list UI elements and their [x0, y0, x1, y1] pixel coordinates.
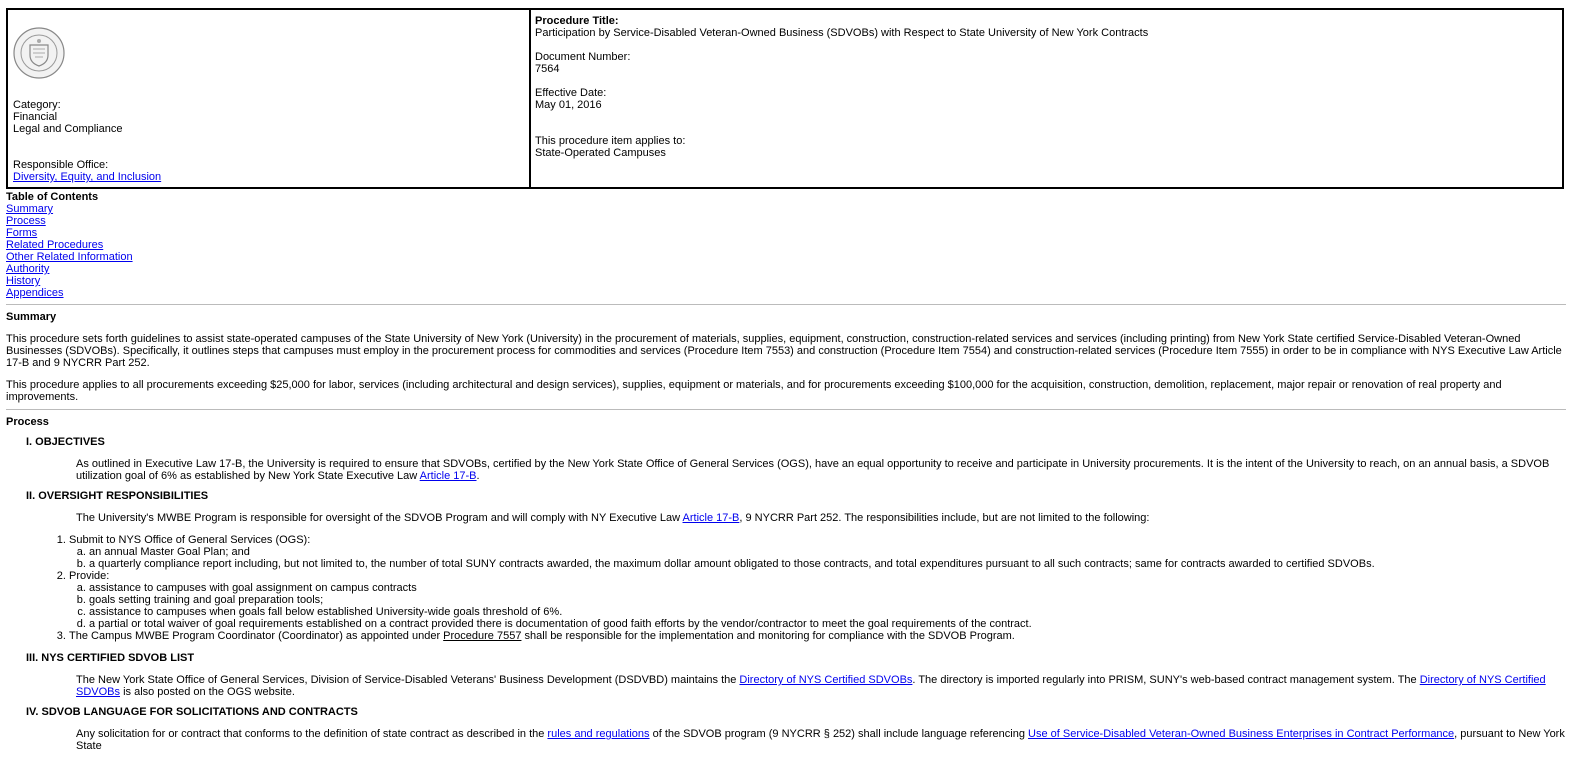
oversight-intro — [76, 512, 1566, 524]
objectives-end: . — [476, 470, 480, 482]
objectives-paragraph — [76, 458, 1566, 482]
sub-list-item: b. a quarterly compliance report including, but not limited to, the number of total SUNY contracts awarded, the maximum dollar amount obligated to those contracts, and total expenditures pursuant to all such contracts; same for contracts awarded to certified SDVOBs. — [89, 558, 1566, 570]
section-heading-sdvob-list: III. NYS CERTIFIED SDVOB LIST — [26, 652, 195, 664]
header-right-cell — [531, 10, 1562, 187]
list-item-text: Provide: — [69, 570, 110, 582]
toc-link-related-procedures[interactable]: Related Procedures — [6, 239, 104, 251]
list-item — [69, 570, 1566, 630]
sub-list-item: a. assistance to campuses with goal assignment on campus contracts — [89, 582, 1566, 594]
toc-link-appendices[interactable]: Appendices — [6, 287, 64, 299]
procedure-title: Participation by Service-Disabled Veteran-Owned Business (SDVOBs) with Respect to State University of New York Contracts — [535, 27, 1149, 39]
section-heading-oversight: II. OVERSIGHT RESPONSIBILITIES — [26, 490, 209, 502]
effective-date-label: Effective Date: — [535, 87, 607, 99]
summary-heading: Summary — [6, 311, 57, 323]
category-item: Financial — [13, 111, 58, 123]
procedure-title-label: Procedure Title: — [535, 15, 619, 27]
toc-link-process[interactable]: Process — [6, 215, 46, 227]
sdvob-language-text: , pursuant to New York State — [76, 728, 1565, 752]
sub-list-item: a. an annual Master Goal Plan; and — [89, 546, 1566, 558]
procedure-7557-link[interactable]: Procedure 7557 — [443, 630, 522, 642]
objectives-text: As outlined in Executive Law 17-B, the University is required to ensure that SDVOBs, certified by the New York State Office of General Services (OGS), have an equal opportunity to receive and participate in University procurements. It is the intent of the University to reach, on an annual basis, a SDVOB utilization goal of 6% as established by New York State Executive Law — [76, 458, 1550, 482]
oversight-intro-text: The University's MWBE Program is responsible for oversight of the SDVOB Program and will comply with NY Executive Law — [76, 512, 683, 524]
main-content — [6, 191, 1566, 758]
effective-date: May 01, 2016 — [535, 99, 602, 111]
list-item — [69, 534, 1566, 570]
toc-link-other-related-information[interactable]: Other Related Information — [6, 251, 133, 263]
section-heading-objectives: I. OBJECTIVES — [26, 436, 105, 448]
rules-regulations-link[interactable]: rules and regulations — [547, 728, 650, 740]
section-heading-sdvob-language: IV. SDVOB LANGUAGE FOR SOLICITATIONS AND CONTRACTS — [26, 706, 358, 718]
applies-to-label: This procedure item applies to: — [535, 135, 686, 147]
article-17b-link[interactable]: Article 17-B — [682, 512, 740, 524]
toc-link-history[interactable]: History — [6, 275, 41, 287]
sub-list-item: c. assistance to campuses when goals fall below established University-wide goals threshold of 6%. — [89, 606, 1566, 618]
divider — [6, 409, 1566, 410]
process-heading: Process — [6, 416, 49, 428]
sub-list-item: d. a partial or total waiver of goal requirements established on a contract provided there is documentation of good faith efforts by the vendor/contractor to meet the goal requirements of the contract. — [89, 618, 1566, 630]
sdvob-list-text: The New York State Office of General Services, Division of Service-Disabled Veterans' Business Development (DSDVBD) maintains the — [76, 674, 740, 686]
table-of-contents — [6, 191, 1566, 299]
use-of-sdvob-link[interactable]: Use of Service-Disabled Veteran-Owned Business Enterprises in Contract Performance — [1028, 728, 1455, 740]
suny-seal-logo — [13, 27, 65, 79]
directory-sdvobs-link[interactable]: Directory of NYS Certified SDVOBs — [739, 674, 913, 686]
sdvob-language-text: Any solicitation for or contract that conforms to the definition of state contract as described in the — [76, 728, 548, 740]
sdvob-list-paragraph — [76, 674, 1566, 698]
responsible-office-link[interactable]: Diversity, Equity, and Inclusion — [13, 171, 162, 183]
category-item: Legal and Compliance — [13, 123, 123, 135]
procedure-header-box — [6, 8, 1564, 189]
directory-sdvobs-link[interactable]: Directory of NYS Certified SDVOBs — [76, 674, 1546, 698]
sub-list — [69, 582, 1566, 630]
divider — [6, 304, 1566, 305]
list-item-text: shall be responsible for the implementation and monitoring for compliance with the SDVOB Program. — [521, 630, 1015, 642]
oversight-intro-text: , 9 NYCRR Part 252. The responsibilities include, but are not limited to the following: — [739, 512, 1150, 524]
toc-link-authority[interactable]: Authority — [6, 263, 50, 275]
toc-link-forms[interactable]: Forms — [6, 227, 38, 239]
document-number: 7564 — [535, 63, 560, 75]
responsibilities-list — [6, 534, 1566, 642]
sdvob-list-text: . The directory is imported regularly into PRISM, SUNY's web-based contract management system. The — [912, 674, 1420, 686]
summary-paragraph: This procedure applies to all procurements exceeding $25,000 for labor, services (including architectural and design services), supplies, equipment or materials, and for procurements exceeding $100,000 for the acquisition, construction, demolition, replacement, major repair or renovation of real property and improvements. — [6, 379, 1502, 403]
category-label: Category: — [13, 99, 61, 111]
sub-list — [69, 546, 1566, 570]
sdvob-list-text: is also posted on the OGS website. — [120, 686, 295, 698]
document-number-label: Document Number: — [535, 51, 631, 63]
header-left-cell — [8, 10, 531, 187]
list-item-text: The Campus MWBE Program Coordinator (Coordinator) as appointed under — [69, 630, 444, 642]
toc-link-summary[interactable]: Summary — [6, 203, 54, 215]
article-17b-link[interactable]: Article 17-B — [419, 470, 477, 482]
summary-paragraph: This procedure sets forth guidelines to assist state-operated campuses of the State University of New York (University) in the procurement of materials, supplies, equipment, construction, construction-related services and services (including printing) from New York State certified Service-Disabled Veteran-Owned Businesses (SDVOBs). Specifically, it outlines steps that campuses must employ in the procurement process for commodities and services (Procedure Item 7553) and construction (Procedure Item 7554) and construction-related services (Procedure Item 7555) in order to be in compliance with NYS Executive Law Article 17-B and 9 NYCRR Part 252. — [6, 333, 1562, 369]
applies-to-value: State-Operated Campuses — [535, 147, 666, 159]
toc-title: Table of Contents — [6, 191, 99, 203]
list-item — [69, 630, 1566, 642]
sdvob-language-paragraph — [76, 728, 1566, 752]
sub-list-item: b. goals setting training and goal preparation tools; — [89, 594, 1566, 606]
sdvob-language-text: of the SDVOB program (9 NYCRR § 252) shall include language referencing — [649, 728, 1029, 740]
responsible-office-label: Responsible Office: — [13, 159, 109, 171]
list-item-text: Submit to NYS Office of General Services (OGS): — [69, 534, 311, 546]
